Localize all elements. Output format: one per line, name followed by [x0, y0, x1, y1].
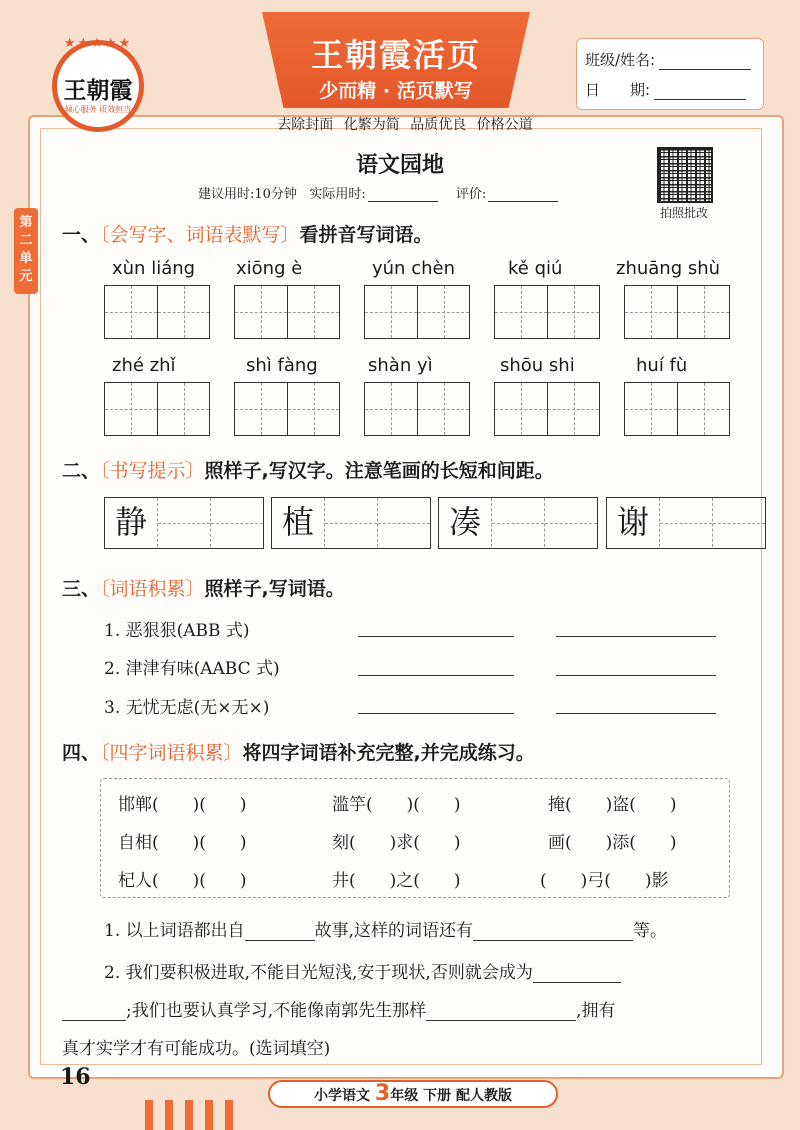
- pinyin-8: shàn yì: [368, 355, 433, 376]
- answer-line[interactable]: [556, 712, 716, 714]
- footer-badge: [268, 1080, 558, 1108]
- footer-edition: 配人教版: [455, 1088, 512, 1104]
- idiom-item[interactable]: ( )弓( )影: [540, 871, 669, 891]
- question-2-line-3: 真才实学才有可能成功。(选词填空): [62, 1039, 331, 1059]
- evaluation-field[interactable]: [488, 189, 558, 202]
- class-name-field[interactable]: [659, 53, 751, 70]
- copy-char-grid[interactable]: [271, 497, 431, 549]
- section-2-heading: [62, 456, 554, 483]
- section-number: 二、: [62, 460, 101, 482]
- idiom-item[interactable]: 掩( )盗( ): [548, 795, 677, 815]
- idiom-item[interactable]: 杞人( )( ): [118, 871, 247, 891]
- question-text: ;我们也要认真学习,不能像南郭先生那样: [126, 1001, 427, 1021]
- timing-meta: [198, 183, 572, 202]
- class-name-row: [585, 49, 751, 73]
- date-field[interactable]: [654, 83, 746, 100]
- section-number: 四、: [62, 742, 101, 764]
- copy-char-grid[interactable]: [606, 497, 766, 549]
- qr-label: 拍照批改: [659, 206, 708, 220]
- answer-blank[interactable]: [533, 966, 621, 983]
- section-number: 一、: [62, 224, 101, 246]
- section-3-heading: [62, 574, 345, 601]
- footer-subject: 小学语文: [314, 1088, 371, 1104]
- writing-grid[interactable]: [364, 382, 470, 436]
- logo-stars: ★★★★★: [63, 36, 133, 51]
- section-instruction: 照样子,写汉字。注意笔画的长短和间距。: [204, 460, 554, 482]
- actual-time-label: 实际用时:: [309, 187, 366, 202]
- pinyin-7: shì fàng: [246, 355, 318, 376]
- writing-grid[interactable]: [494, 382, 600, 436]
- answer-line[interactable]: [358, 674, 514, 676]
- question-text: 等。: [633, 921, 668, 941]
- word-pattern-item-1: 1. 恶狠狠(ABB 式): [104, 621, 250, 641]
- answer-line[interactable]: [556, 635, 716, 637]
- pinyin-9: shōu shi: [500, 355, 575, 376]
- writing-grid[interactable]: [104, 382, 210, 436]
- date-row: [585, 79, 746, 103]
- footer-grade: 3: [374, 1081, 391, 1106]
- writing-grid[interactable]: [494, 285, 600, 339]
- unit-side-tab: 第二单元: [14, 208, 38, 294]
- question-1: [104, 916, 667, 941]
- question-text: ,拥有: [576, 1001, 616, 1021]
- idiom-item[interactable]: 画( )添( ): [548, 833, 677, 853]
- actual-time-field[interactable]: [368, 189, 438, 202]
- writing-grid[interactable]: [234, 382, 340, 436]
- answer-blank[interactable]: [473, 924, 633, 941]
- pinyin-3: yún chèn: [372, 258, 455, 279]
- question-text: 故事,这样的词语还有: [314, 921, 474, 941]
- section-instruction: 看拼音写词语。: [299, 224, 433, 246]
- section-instruction: 将四字词语补充完整,并完成练习。: [242, 742, 535, 764]
- section-tag: 〔书写提示〕: [100, 460, 205, 482]
- decorative-bars: [145, 1100, 235, 1130]
- idiom-item[interactable]: 邯郸( )( ): [118, 795, 247, 815]
- pinyin-4: kě qiú: [508, 258, 563, 279]
- brand-subtitle: 少而精 · 活页默写: [319, 80, 473, 102]
- qr-code[interactable]: [657, 147, 713, 203]
- section-1-heading: [62, 220, 433, 247]
- answer-blank[interactable]: [62, 1004, 126, 1021]
- section-4-heading: [62, 738, 535, 765]
- suggested-time: 建议用时:10分钟: [198, 187, 297, 202]
- model-char: 植: [281, 503, 314, 541]
- writing-grid[interactable]: [104, 285, 210, 339]
- page-number: 16: [60, 1064, 91, 1090]
- idiom-item[interactable]: 刻( )求( ): [332, 833, 461, 853]
- answer-line[interactable]: [556, 674, 716, 676]
- section-tag: 〔词语积累〕: [100, 578, 205, 600]
- answer-blank[interactable]: [426, 1004, 576, 1021]
- student-info-box: [576, 38, 764, 110]
- copy-char-grid[interactable]: [438, 497, 598, 549]
- question-text: 1. 以上词语都出自: [104, 921, 245, 941]
- answer-blank[interactable]: [245, 924, 315, 941]
- idiom-item[interactable]: 滥竽( )( ): [332, 795, 461, 815]
- writing-grid[interactable]: [624, 285, 730, 339]
- pinyin-1: xùn liáng: [112, 258, 196, 279]
- idiom-item[interactable]: 井( )之( ): [332, 871, 461, 891]
- pinyin-10: huí fù: [636, 355, 688, 376]
- slogan: 去除封面 化繁为简 品质优良 价格公道: [277, 117, 533, 133]
- word-pattern-item-2: 2. 津津有味(AABC 式): [104, 659, 280, 679]
- model-char: 凑: [448, 503, 481, 541]
- question-2-line-1: [104, 958, 621, 983]
- pinyin-2: xiōng è: [236, 258, 303, 279]
- logo-text: 王朝霞: [63, 77, 133, 104]
- brand-title: 王朝霞活页: [310, 36, 481, 74]
- model-char: 静: [114, 503, 147, 541]
- model-char: 谢: [616, 503, 649, 541]
- writing-grid[interactable]: [234, 285, 340, 339]
- idiom-item[interactable]: 自相( )( ): [118, 833, 247, 853]
- footer-grade-suffix: 年级: [390, 1088, 419, 1104]
- pinyin-6: zhé zhǐ: [112, 355, 176, 376]
- pinyin-5: zhuāng shù: [616, 258, 721, 279]
- answer-line[interactable]: [358, 635, 514, 637]
- question-2-line-2: [62, 996, 616, 1021]
- date-label: 日 期:: [585, 81, 651, 99]
- writing-grid[interactable]: [624, 382, 730, 436]
- class-name-label: 班级/姓名:: [585, 51, 656, 69]
- section-tag: 〔会写字、词语表默写〕: [100, 224, 300, 246]
- word-pattern-item-3: 3. 无忧无虑(无×无×): [104, 698, 270, 718]
- answer-line[interactable]: [358, 712, 514, 714]
- page-title: 语文园地: [355, 153, 444, 178]
- section-number: 三、: [62, 578, 101, 600]
- copy-char-grid[interactable]: [104, 497, 264, 549]
- section-tag: 〔四字词语积累〕: [100, 742, 243, 764]
- writing-grid[interactable]: [364, 285, 470, 339]
- section-instruction: 照样子,写词语。: [204, 578, 345, 600]
- evaluation-label: 评价:: [455, 187, 487, 202]
- footer-volume: 下册: [423, 1088, 452, 1104]
- question-text: 2. 我们要积极进取,不能目光短浅,安于现状,否则就会成为: [104, 963, 533, 983]
- logo-tagline: 倾心服务 质效担当: [64, 105, 132, 114]
